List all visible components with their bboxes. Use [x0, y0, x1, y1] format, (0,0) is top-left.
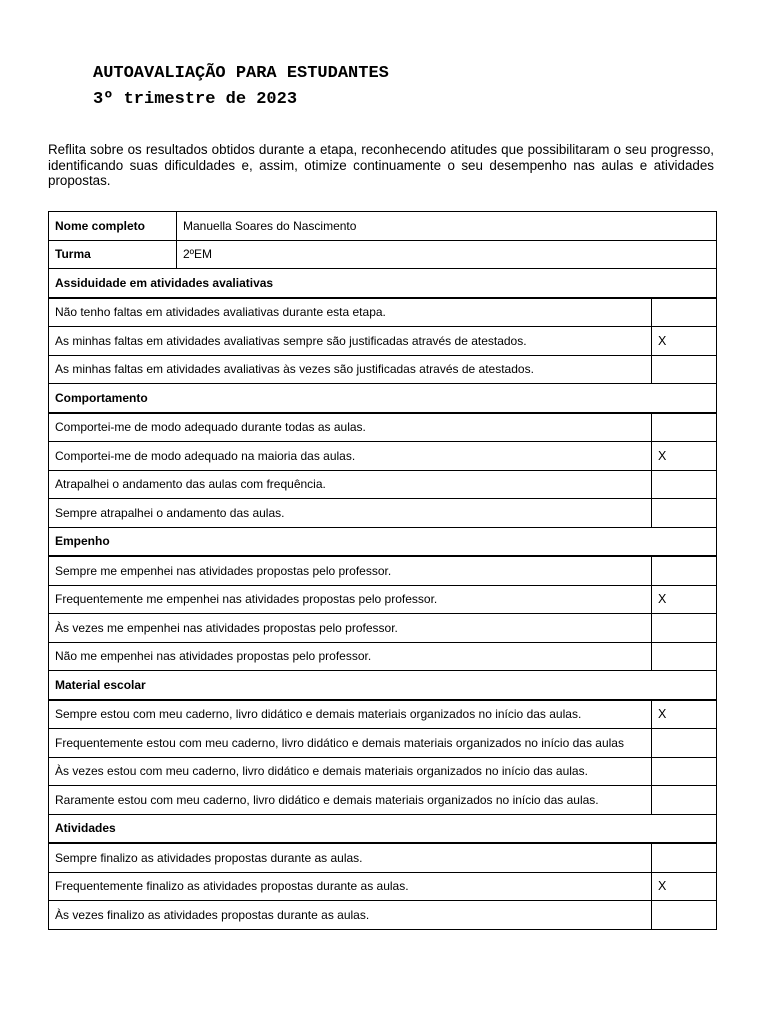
section-title: Material escolar [49, 671, 717, 700]
option-text: Atrapalhei o andamento das aulas com frequência. [49, 470, 652, 499]
option-row [49, 499, 717, 528]
option-row [49, 757, 717, 786]
option-mark-cell[interactable] [652, 499, 717, 528]
option-mark-cell[interactable] [652, 614, 717, 643]
section-header-row [49, 384, 717, 413]
document-title-line1: AUTOAVALIAÇÃO PARA ESTUDANTES [93, 64, 389, 83]
option-row [49, 355, 717, 384]
class-value: 2ºEM [177, 240, 717, 269]
option-row [49, 413, 717, 442]
option-mark-cell[interactable]: X [652, 872, 717, 901]
option-row [49, 843, 717, 872]
option-text: Às vezes finalizo as atividades propostas durante as aulas. [49, 901, 652, 930]
option-mark-cell[interactable]: X [652, 585, 717, 614]
option-row [49, 585, 717, 614]
self-assessment-table [48, 211, 717, 930]
option-row [49, 700, 717, 729]
option-mark-cell[interactable] [652, 413, 717, 442]
class-row [49, 240, 717, 269]
option-row [49, 327, 717, 356]
option-mark-cell[interactable] [652, 786, 717, 815]
option-row [49, 470, 717, 499]
option-row [49, 901, 717, 930]
option-text: Sempre estou com meu caderno, livro didático e demais materiais organizados no início das aulas. [49, 700, 652, 729]
option-text: Às vezes me empenhei nas atividades propostas pelo professor. [49, 614, 652, 643]
option-text: Não tenho faltas em atividades avaliativas durante esta etapa. [49, 298, 652, 327]
option-mark-cell[interactable] [652, 757, 717, 786]
option-text: Sempre me empenhei nas atividades propostas pelo professor. [49, 556, 652, 585]
name-label: Nome completo [49, 212, 177, 241]
option-row [49, 729, 717, 758]
class-label: Turma [49, 240, 177, 269]
option-row [49, 298, 717, 327]
option-text: Frequentemente estou com meu caderno, livro didático e demais materiais organizados no início das aulas [49, 729, 652, 758]
name-value: Manuella Soares do Nascimento [177, 212, 717, 241]
section-title: Assiduidade em atividades avaliativas [49, 269, 717, 298]
option-text: Comportei-me de modo adequado na maioria das aulas. [49, 442, 652, 471]
document-title [93, 61, 389, 113]
option-text: As minhas faltas em atividades avaliativas sempre são justificadas através de atestados. [49, 327, 652, 356]
option-text: Não me empenhei nas atividades propostas pelo professor. [49, 642, 652, 671]
option-text: Sempre finalizo as atividades propostas durante as aulas. [49, 843, 652, 872]
option-mark-cell[interactable]: X [652, 442, 717, 471]
option-text: Sempre atrapalhei o andamento das aulas. [49, 499, 652, 528]
option-mark-cell[interactable] [652, 470, 717, 499]
option-row [49, 442, 717, 471]
option-text: Às vezes estou com meu caderno, livro didático e demais materiais organizados no início das aulas. [49, 757, 652, 786]
option-row [49, 614, 717, 643]
option-mark-cell[interactable] [652, 843, 717, 872]
section-title: Empenho [49, 527, 717, 556]
option-text: Frequentemente finalizo as atividades propostas durante as aulas. [49, 872, 652, 901]
section-header-row [49, 814, 717, 843]
option-mark-cell[interactable] [652, 901, 717, 930]
option-text: As minhas faltas em atividades avaliativas às vezes são justificadas através de atestados. [49, 355, 652, 384]
option-mark-cell[interactable] [652, 729, 717, 758]
document-title-line2: 3º trimestre de 2023 [93, 90, 298, 109]
name-row [49, 212, 717, 241]
option-row [49, 872, 717, 901]
intro-paragraph: Reflita sobre os resultados obtidos durante a etapa, reconhecendo atitudes que possibilitaram o seu progresso, identificando suas dificuldades e, assim, otimize continuamente o seu desempenho nas aulas e atividades propostas. [48, 142, 714, 189]
option-mark-cell[interactable]: X [652, 700, 717, 729]
section-title: Comportamento [49, 384, 717, 413]
option-mark-cell[interactable] [652, 355, 717, 384]
section-header-row [49, 527, 717, 556]
option-text: Raramente estou com meu caderno, livro didático e demais materiais organizados no início das aulas. [49, 786, 652, 815]
option-row [49, 786, 717, 815]
option-mark-cell[interactable] [652, 298, 717, 327]
option-mark-cell[interactable]: X [652, 327, 717, 356]
section-title: Atividades [49, 814, 717, 843]
option-mark-cell[interactable] [652, 556, 717, 585]
option-row [49, 556, 717, 585]
option-row [49, 642, 717, 671]
section-header-row [49, 269, 717, 298]
option-text: Comportei-me de modo adequado durante todas as aulas. [49, 413, 652, 442]
section-header-row [49, 671, 717, 700]
option-text: Frequentemente me empenhei nas atividades propostas pelo professor. [49, 585, 652, 614]
option-mark-cell[interactable] [652, 642, 717, 671]
